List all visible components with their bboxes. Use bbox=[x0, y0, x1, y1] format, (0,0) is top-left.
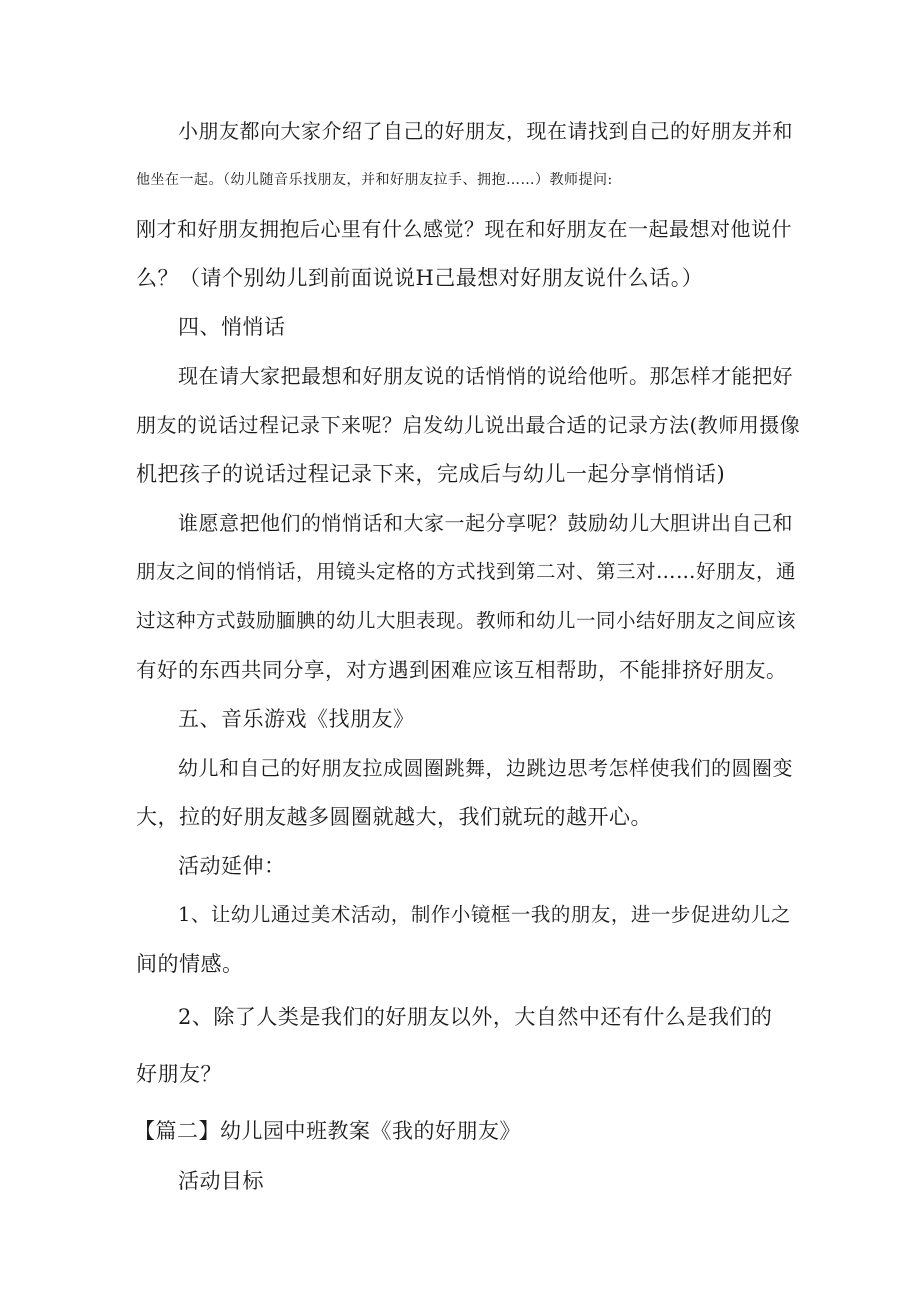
paragraph-line: 现在请大家把最想和好朋友说的话悄悄的说给他听。那怎样才能把好 bbox=[178, 364, 793, 388]
paragraph-line: 朋友之间的悄悄话，用镜头定格的方式找到第二对、第三对……好朋友，通 bbox=[136, 560, 797, 583]
section-heading: 活动延伸： bbox=[178, 854, 286, 878]
list-item: 2、除了人类是我们的好朋友以外，大自然中还有什么是我们的 bbox=[178, 1005, 773, 1029]
paragraph-line: 刚才和好朋友拥抱后心里有什么感觉？现在和好朋友在一起最想对他说什 bbox=[136, 217, 792, 241]
paragraph-line: 机把孩子的说话过程记录下来，完成后与幼儿一起分享悄悄话) bbox=[136, 462, 726, 486]
list-item: 1、让幼儿通过美术活动，制作小镜框一我的朋友，进一步促进幼儿之 bbox=[178, 903, 791, 926]
paragraph-line: 朋友的说话过程记录下来呢？启发幼儿说出最合适的记录方法(教师用摄像 bbox=[136, 413, 801, 437]
paragraph-line: 他坐在一起。（幼儿随音乐找朋友，并和好朋友拉手、拥抱……）教师提问: bbox=[136, 172, 613, 188]
paragraph-line: 么？（请个别幼儿到前面说说H己最想对好朋友说什么话。） bbox=[136, 266, 704, 290]
list-item: 间的情感。 bbox=[136, 952, 244, 976]
article-title: 【篇二】幼儿园中班教案《我的好朋友》 bbox=[134, 1119, 521, 1143]
paragraph-line: 幼儿和自己的好朋友拉成圆圈跳舞，边跳边思考怎样使我们的圆圈变 bbox=[178, 756, 793, 780]
paragraph-line: 过这种方式鼓励腼腆的幼儿大胆表现。教师和幼儿一同小结好朋友之间应该 bbox=[136, 609, 797, 632]
paragraph-line: 小朋友都向大家介绍了自己的好朋友，现在请找到自己的好朋友并和 bbox=[178, 119, 793, 143]
paragraph-line: 有好的东西共同分享，对方遇到困难应该互相帮助，不能排挤好朋友。 bbox=[136, 658, 787, 682]
section-heading: 五、音乐游戏《找朋友》 bbox=[178, 707, 415, 731]
list-item: 好朋友？ bbox=[136, 1062, 222, 1086]
section-heading: 四、悄悄话 bbox=[178, 315, 286, 339]
section-heading: 活动目标 bbox=[178, 1169, 264, 1193]
paragraph-line: 谁愿意把他们的悄悄话和大家一起分享呢？鼓励幼儿大胆讲出自己和 bbox=[178, 511, 793, 535]
paragraph-line: 大，拉的好朋友越多圆圈就越大，我们就玩的越开心。 bbox=[136, 805, 652, 829]
